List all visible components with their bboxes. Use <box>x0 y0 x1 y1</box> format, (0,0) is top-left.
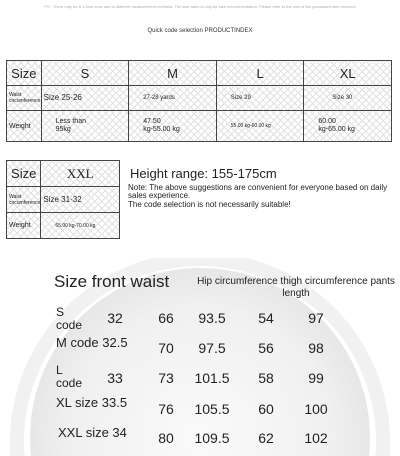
waist-l: Size 29 <box>216 86 304 111</box>
size-table-main <box>6 60 392 142</box>
row-xl-v3: 60 <box>258 401 274 417</box>
row-label-l: L code <box>56 363 83 390</box>
weight-xl: 60.00 kg-65.00 kg <box>304 111 392 142</box>
header-l: L <box>216 61 304 86</box>
header-size-2: Size <box>7 161 41 187</box>
hip-thigh-length-title: Hip circumference thigh circumference pants length <box>197 276 395 299</box>
weight-xxl: 65.00 kg-70.00 kg <box>41 213 120 239</box>
row-l-waist: 33 <box>107 370 123 386</box>
row-xxl-v1: 80 <box>158 430 174 446</box>
row-l-v4: 99 <box>308 370 324 386</box>
row-label-s: S code <box>56 305 83 332</box>
waist-label: Waist circumference <box>7 86 42 111</box>
header-m: M <box>129 61 217 86</box>
disclaimer-text: PS : There may be a 1-3cm error due to different measurement methods. The size table is only for size recommendation. Please refer to the size of the purchased item received <box>44 4 356 9</box>
row-s-v2: 93.5 <box>198 310 226 326</box>
row-m-v3: 56 <box>258 340 274 356</box>
row-label-m: M code 32.5 <box>56 335 128 350</box>
row-m-v2: 97.5 <box>198 340 226 356</box>
header-s: S <box>41 61 129 86</box>
measurement-panel <box>0 258 400 456</box>
header-size: Size <box>7 61 42 86</box>
weight-m: 47.50 kg-55.00 kg <box>129 111 217 142</box>
row-s-waist: 32 <box>107 310 123 326</box>
row-xl-v1: 76 <box>158 401 174 417</box>
height-range: Height range: 155-175cm <box>130 166 277 181</box>
waist-xxl: Size 31-32 <box>41 187 120 213</box>
size-table-xxl <box>6 160 120 239</box>
waist-m: 27-28 yards <box>129 86 217 111</box>
row-xxl-v4: 102 <box>304 430 328 446</box>
waist-xl: Size 30 <box>304 86 392 111</box>
weight-l: 55.00 kg-60.00 kg <box>216 111 304 142</box>
size-front-waist-title: Size front waist <box>54 272 170 291</box>
row-l-v1: 73 <box>158 370 174 386</box>
row-s-v4: 97 <box>308 310 324 326</box>
row-m-v1: 70 <box>158 340 174 356</box>
row-s-v3: 54 <box>258 310 274 326</box>
header-xl: XL <box>304 61 392 86</box>
weight-label-2: Weight <box>7 213 41 239</box>
quick-code-title: Quick code selection PRODUCTINDEX <box>147 28 253 34</box>
waist-label-2: Waist circumference <box>7 187 41 213</box>
waist-s: Size 25-26 <box>41 86 129 111</box>
weight-label: Weight <box>7 111 42 142</box>
row-xl-v4: 100 <box>304 401 328 417</box>
header-xxl: XXL <box>41 161 120 187</box>
row-xxl-v3: 62 <box>258 430 274 446</box>
row-m-v4: 98 <box>308 340 324 356</box>
row-label-xxl: XXL size 34 <box>58 425 127 440</box>
note-text: Note: The above suggestions are convenient for everyone based on daily sales experience. <box>128 183 388 200</box>
note-text-2: The code selection is not necessarily suitable! <box>128 200 291 209</box>
row-l-v2: 101.5 <box>194 370 230 386</box>
row-label-xl: XL size 33.5 <box>56 395 128 410</box>
weight-s: Less than 95kg <box>41 111 129 142</box>
row-l-v3: 58 <box>258 370 274 386</box>
row-xl-v2: 105.5 <box>194 401 230 417</box>
row-xxl-v2: 109.5 <box>194 430 230 446</box>
row-s-v1: 66 <box>158 310 174 326</box>
